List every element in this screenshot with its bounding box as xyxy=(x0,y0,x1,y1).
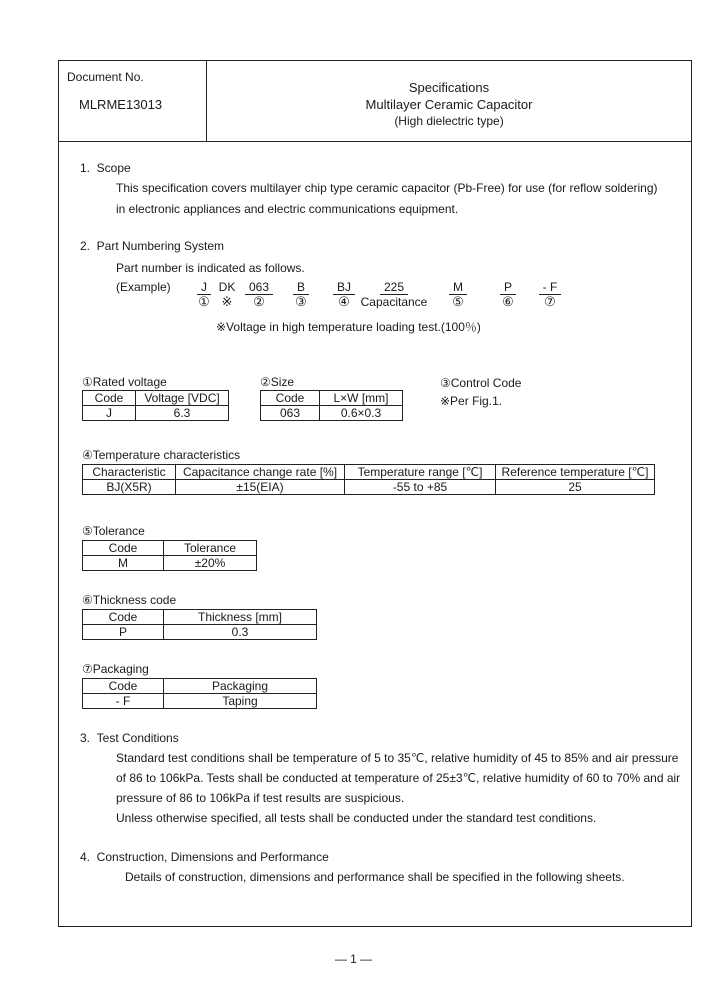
header-cell: Reference temperature [℃] xyxy=(496,465,655,480)
header-cell: Tolerance xyxy=(164,541,257,556)
table-header-row xyxy=(83,465,655,480)
table-cell: 6.3 xyxy=(136,406,229,421)
pn-code-5: BJ xyxy=(325,280,363,295)
document-number-label: Document No. xyxy=(67,70,144,84)
table-row xyxy=(83,556,257,571)
table-header-row xyxy=(83,391,229,406)
temperature-table xyxy=(82,464,655,495)
header-cell: L×W [mm] xyxy=(320,391,403,406)
header-cell: Thickness [mm] xyxy=(164,610,317,625)
pn-code-3: 063 xyxy=(240,280,278,295)
header-cell: Temperature range [℃] xyxy=(345,465,496,480)
thickness-title: ⑥Thickness code xyxy=(82,593,177,607)
pn-code-7: M xyxy=(440,280,476,295)
tolerance-title: ⑤Tolerance xyxy=(82,524,145,538)
pn-code-8: P xyxy=(490,280,526,295)
table-cell: P xyxy=(83,625,164,640)
header-cell: Code xyxy=(83,679,164,694)
test-conditions-line-2: of 86 to 106kPa. Tests shall be conducted at temperature of 25±3℃, relative humidity of 60 to 70% and air xyxy=(116,771,681,785)
pn-marker-5: ④ xyxy=(338,294,350,309)
pn-marker-1: ① xyxy=(198,294,210,309)
size-table xyxy=(260,390,403,421)
header-cell: Voltage [VDC] xyxy=(136,391,229,406)
title-line-3: (High dielectric type) xyxy=(394,114,504,128)
table-cell: ±15(EIA) xyxy=(176,480,345,495)
pn-code-6: 225 xyxy=(368,280,420,295)
table-header-row xyxy=(83,679,317,694)
header-cell: Code xyxy=(83,610,164,625)
table-cell: J xyxy=(83,406,136,421)
tolerance-table xyxy=(82,540,257,571)
table-row xyxy=(83,480,655,495)
pn-code-4: B xyxy=(288,280,314,295)
pn-code-9: - F xyxy=(532,280,568,295)
packaging-title: ⑦Packaging xyxy=(82,662,149,676)
scope-heading: 1. Scope xyxy=(80,161,131,175)
table-cell: M xyxy=(83,556,164,571)
document-number-value: MLRME13013 xyxy=(79,97,163,112)
test-conditions-line-4: Unless otherwise specified, all tests shall be conducted under the standard test conditions. xyxy=(116,811,597,825)
table-cell: BJ(X5R) xyxy=(83,480,176,495)
table-row xyxy=(83,694,317,709)
document-number-cell xyxy=(59,61,207,141)
table-row xyxy=(83,625,317,640)
test-conditions-line-1: Standard test conditions shall be temperature of 5 to 35℃, relative humidity of 45 to 85% and air pressure xyxy=(116,751,679,765)
control-code-title: ③Control Code xyxy=(440,376,522,390)
construction-heading: 4. Construction, Dimensions and Performance xyxy=(80,850,329,864)
table-header-row xyxy=(261,391,403,406)
title-line-1: Specifications xyxy=(408,80,490,95)
header-cell: Capacitance change rate [%] xyxy=(176,465,345,480)
table-row xyxy=(83,406,229,421)
rated-voltage-table xyxy=(82,390,229,421)
table-cell: ±20% xyxy=(164,556,257,571)
scope-line-2: in electronic appliances and electric communications equipment. xyxy=(116,202,459,216)
header-cell: Code xyxy=(83,541,164,556)
pn-marker-8: ⑥ xyxy=(502,294,514,309)
table-cell: 0.6×0.3 xyxy=(320,406,403,421)
table-cell: Taping xyxy=(164,694,317,709)
control-code-note: ※Per Fig.1. xyxy=(440,394,503,408)
header-cell: Code xyxy=(261,391,320,406)
table-cell: 0.3 xyxy=(164,625,317,640)
page-number: — 1 — xyxy=(334,952,373,966)
title-cell xyxy=(207,61,691,141)
table-cell: - F xyxy=(83,694,164,709)
part-numbering-heading: 2. Part Numbering System xyxy=(80,239,225,253)
pn-marker-2: ※ xyxy=(221,294,233,309)
test-conditions-line-3: pressure of 86 to 106kPa if test results are suspicious. xyxy=(116,791,405,805)
header-cell: Code xyxy=(83,391,136,406)
table-header-row xyxy=(83,541,257,556)
example-label: (Example) xyxy=(116,280,171,294)
table-cell: -55 to +85 xyxy=(345,480,496,495)
header-cell: Characteristic xyxy=(83,465,176,480)
rated-voltage-title: ①Rated voltage xyxy=(82,375,167,389)
pn-marker-3: ② xyxy=(253,294,265,309)
pn-marker-6: Capacitance xyxy=(360,295,428,309)
thickness-table xyxy=(82,609,317,640)
pn-marker-7: ⑤ xyxy=(452,294,464,309)
table-cell: 063 xyxy=(261,406,320,421)
pn-marker-9: ⑦ xyxy=(544,294,556,309)
temperature-title: ④Temperature characteristics xyxy=(82,448,241,462)
spec-title xyxy=(207,79,691,130)
title-line-2: Multilayer Ceramic Capacitor xyxy=(365,97,533,112)
test-conditions-heading: 3. Test Conditions xyxy=(80,731,179,745)
packaging-table xyxy=(82,678,317,709)
pn-code-2: DK xyxy=(218,280,236,294)
pn-code-1: J xyxy=(186,280,222,295)
size-title: ②Size xyxy=(260,375,295,389)
table-cell: 25 xyxy=(496,480,655,495)
construction-line-1: Details of construction, dimensions and performance shall be specified in the following sheets. xyxy=(125,870,625,884)
table-row xyxy=(261,406,403,421)
part-numbering-intro: Part number is indicated as follows. xyxy=(116,261,305,275)
voltage-test-note: ※Voltage in high temperature loading test.(100％) xyxy=(216,320,481,334)
header-cell: Packaging xyxy=(164,679,317,694)
table-header-row xyxy=(83,610,317,625)
header xyxy=(59,61,691,142)
pn-marker-4: ③ xyxy=(295,294,307,309)
scope-line-1: This specification covers multilayer chip type ceramic capacitor (Pb-Free) for use (for reflow soldering) xyxy=(116,181,658,195)
